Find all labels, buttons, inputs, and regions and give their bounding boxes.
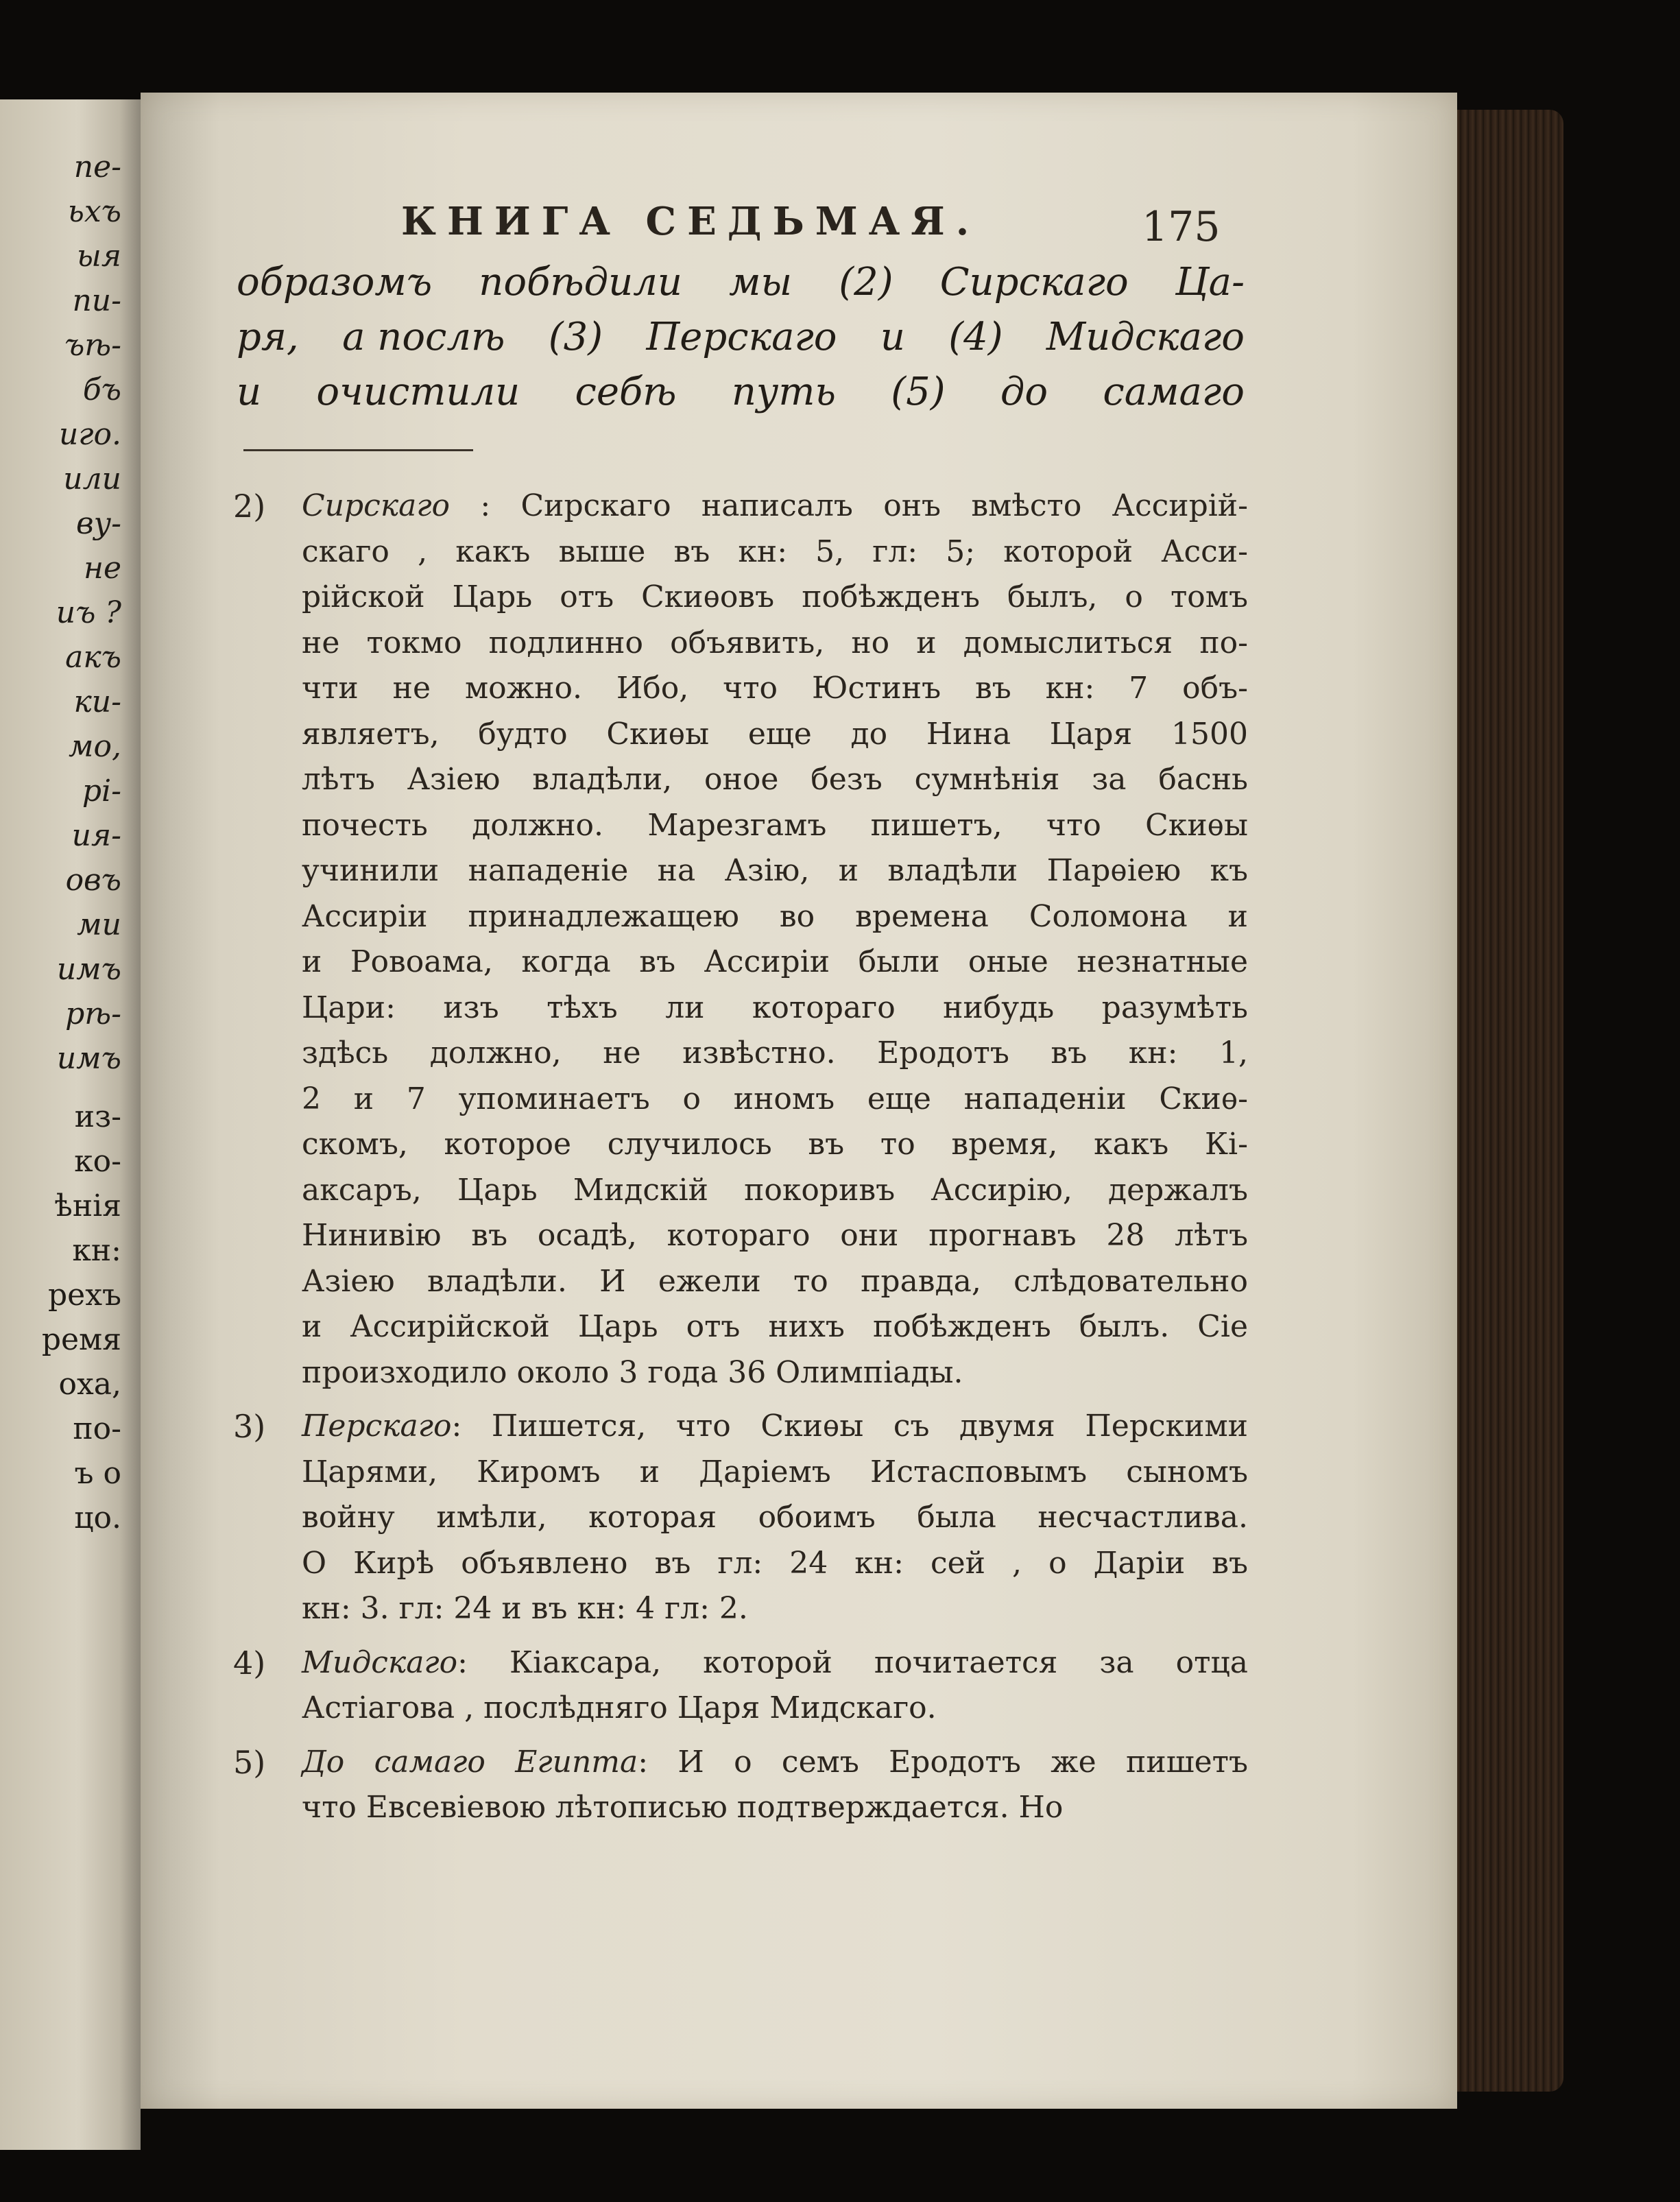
- page-number: 175: [1142, 203, 1221, 251]
- main-text-word: побѣдили: [479, 260, 682, 304]
- facing-page-line: кн:: [72, 1233, 121, 1268]
- main-text-word: Сирскаго: [939, 260, 1129, 304]
- main-text-word: Ца-: [1175, 260, 1245, 304]
- facing-page-line: мо,: [69, 729, 121, 764]
- main-text-word: ря,: [237, 315, 299, 359]
- footnote-line: произходило около 3 года 36 Олимпіады.: [302, 1354, 963, 1390]
- footnote-line: кн: 3. гл: 24 и въ кн: 4 гл: 2.: [302, 1591, 748, 1626]
- main-text-word: до: [1000, 370, 1048, 414]
- book-page-edges: [1454, 110, 1563, 2092]
- footnote-line: Астіагова , послѣдняго Царя Мидскаго.: [302, 1690, 937, 1725]
- facing-page-line: цо.: [74, 1500, 121, 1535]
- facing-page-line: или: [63, 462, 121, 496]
- footnote-line: Нинивію въ осадѣ, котораго они прогнавъ 28 лѣтъ: [302, 1218, 1248, 1253]
- main-text-word: (5): [891, 370, 946, 414]
- facing-page-fragment: [0, 99, 141, 2150]
- footnote-line: не токмо подлинно объявить, но и домыслиться по-: [302, 625, 1248, 660]
- footnote-term: Мидскаго: [302, 1644, 458, 1680]
- footnote-term: Сирскаго: [302, 488, 451, 523]
- footnote-line: являетъ, будто Скиѳы еще до Нина Царя 1500: [302, 716, 1248, 752]
- main-text-word: Мидскаго: [1046, 315, 1245, 359]
- main-text-line: [237, 365, 1245, 420]
- footnote-number: 4): [233, 1644, 266, 1682]
- facing-page-line: ремя: [41, 1322, 121, 1357]
- facing-page-line: ѣнія: [54, 1188, 121, 1223]
- main-text-word: мы: [729, 260, 793, 304]
- footnotes: [233, 483, 1248, 1839]
- footnote-line: Азіею владѣли. И ежели то правда, слѣдовательно: [302, 1263, 1248, 1299]
- footnote-line: О Кирѣ объявлено въ гл: 24 кн: сей , о Даріи въ: [302, 1545, 1248, 1581]
- footnote-line: [302, 1640, 1248, 1686]
- main-text-word: (2): [839, 260, 893, 304]
- footnote-term: До самаго Египта: [302, 1744, 638, 1780]
- main-text-word: очистили: [316, 370, 520, 414]
- footnote-line: чти не можно. Ибо, что Юстинъ въ кн: 7 объ-: [302, 671, 1248, 706]
- main-text-line: [237, 255, 1245, 310]
- footnote-line: что Евсевіевою лѣтописью подтверждается. Но: [302, 1790, 1064, 1825]
- main-text-word: и: [880, 315, 905, 359]
- footnote-line: войну имѣли, которая обоимъ была несчастлива.: [302, 1500, 1248, 1535]
- facing-page-line: имъ: [56, 952, 121, 987]
- footnote-line: Ассиріи принадлежащею во времена Соломона и: [302, 898, 1248, 934]
- footnote-rule: [243, 449, 473, 451]
- facing-page-line: оха,: [58, 1367, 121, 1402]
- footnote-line: [302, 1740, 1248, 1786]
- main-text-word: (3): [548, 315, 603, 359]
- footnote-line: [302, 1404, 1248, 1450]
- footnote-line-rest: : Сирскаго написалъ онъ вмѣсто Ассирій-: [450, 488, 1248, 523]
- footnote-line: и Ровоама, когда въ Ассиріи были оные незнатные: [302, 944, 1248, 979]
- footnote: [233, 1404, 1248, 1632]
- facing-page-line: ки-: [73, 684, 121, 719]
- facing-page-line: овъ: [65, 863, 121, 898]
- facing-page-line: ъ о: [74, 1456, 121, 1491]
- footnote: [233, 1640, 1248, 1732]
- footnote: [233, 1740, 1248, 1831]
- running-head: КНИГА СЕДЬМАЯ.: [401, 199, 981, 244]
- facing-page-line: акъ: [65, 640, 121, 675]
- main-text-word: а послѣ: [342, 315, 505, 359]
- footnote-line: лѣтъ Азіею владѣли, оное безъ сумнѣнія за баснь: [302, 762, 1248, 797]
- footnote-number: 5): [233, 1743, 266, 1781]
- footnote-line: и Ассирійской Царь отъ нихъ побѣжденъ былъ. Сіе: [302, 1309, 1248, 1344]
- footnote-number: 2): [233, 488, 266, 525]
- facing-page-line: пи-: [72, 283, 121, 318]
- footnote-line: Цари: изъ тѣхъ ли котораго нибудь разумѣть: [302, 990, 1248, 1025]
- facing-page-line: имъ: [56, 1041, 121, 1076]
- footnote-line-rest: : Пишется, что Скиѳы съ двумя Перскими: [451, 1409, 1248, 1444]
- footnote: [233, 483, 1248, 1396]
- facing-page-line: ия-: [71, 818, 121, 853]
- main-text-word: образомъ: [237, 260, 433, 304]
- footnote-line: рійской Царь отъ Скиѳовъ побѣжденъ былъ, о томъ: [302, 579, 1248, 614]
- main-text-word: (4): [948, 315, 1003, 359]
- main-text-line: [237, 310, 1245, 365]
- facing-page-line: иъ ?: [56, 595, 121, 630]
- footnote-line: [302, 483, 1248, 529]
- footnote-line-rest: : И о семъ Еродотъ же пишетъ: [638, 1744, 1248, 1780]
- facing-page-line: рѣ-: [65, 996, 121, 1031]
- facing-page-line: ьхъ: [67, 194, 121, 229]
- facing-page-line: ъѣ-: [64, 328, 121, 363]
- facing-page-line: ыя: [77, 239, 121, 274]
- facing-page-line: ву-: [76, 506, 121, 541]
- main-text-word: себѣ: [575, 370, 677, 414]
- facing-page-line: ко-: [74, 1144, 121, 1179]
- main-text: [237, 255, 1245, 420]
- facing-page-line: иго.: [58, 417, 121, 452]
- footnote-line: учинили нападеніе на Азію, и владѣли Парѳіею къ: [302, 853, 1248, 888]
- facing-page-line: рі-: [82, 774, 121, 809]
- footnote-line: здѣсь должно, не извѣстно. Еродотъ въ кн: 1,: [302, 1036, 1248, 1070]
- main-text-word: самаго: [1103, 370, 1245, 414]
- main-text-word: путь: [731, 370, 836, 414]
- main-text-word: Перскаго: [646, 315, 837, 359]
- facing-page-line: по-: [73, 1411, 121, 1446]
- footnote-line: скаго , какъ выше въ кн: 5, гл: 5; которой Асси-: [302, 534, 1248, 569]
- footnote-line: скомъ, которое случилось въ то время, какъ Кі-: [302, 1127, 1248, 1162]
- footnote-line: почесть должно. Марезгамъ пишетъ, что Скиѳы: [302, 807, 1248, 843]
- facing-page-line: бъ: [82, 372, 121, 407]
- footnote-line: 2 и 7 упоминаетъ о иномъ еще нападеніи Скиѳ-: [302, 1081, 1248, 1116]
- footnote-line: аксаръ, Царь Мидскій покоривъ Ассирію, держалъ: [302, 1172, 1248, 1208]
- facing-page-line: из-: [74, 1099, 121, 1134]
- footnote-term: Перскаго: [302, 1409, 452, 1444]
- facing-page-line: ми: [77, 907, 121, 942]
- main-text-word: и: [237, 370, 262, 414]
- footnote-number: 3): [233, 1408, 266, 1445]
- footnote-line-rest: : Кіаксара, которой почитается за отца: [457, 1644, 1248, 1680]
- facing-page-line: рехъ: [47, 1278, 121, 1313]
- facing-page-line: не: [83, 551, 121, 586]
- footnote-line: Царями, Киромъ и Даріемъ Истасповымъ сыномъ: [302, 1454, 1248, 1489]
- facing-page-line: пе-: [73, 149, 121, 184]
